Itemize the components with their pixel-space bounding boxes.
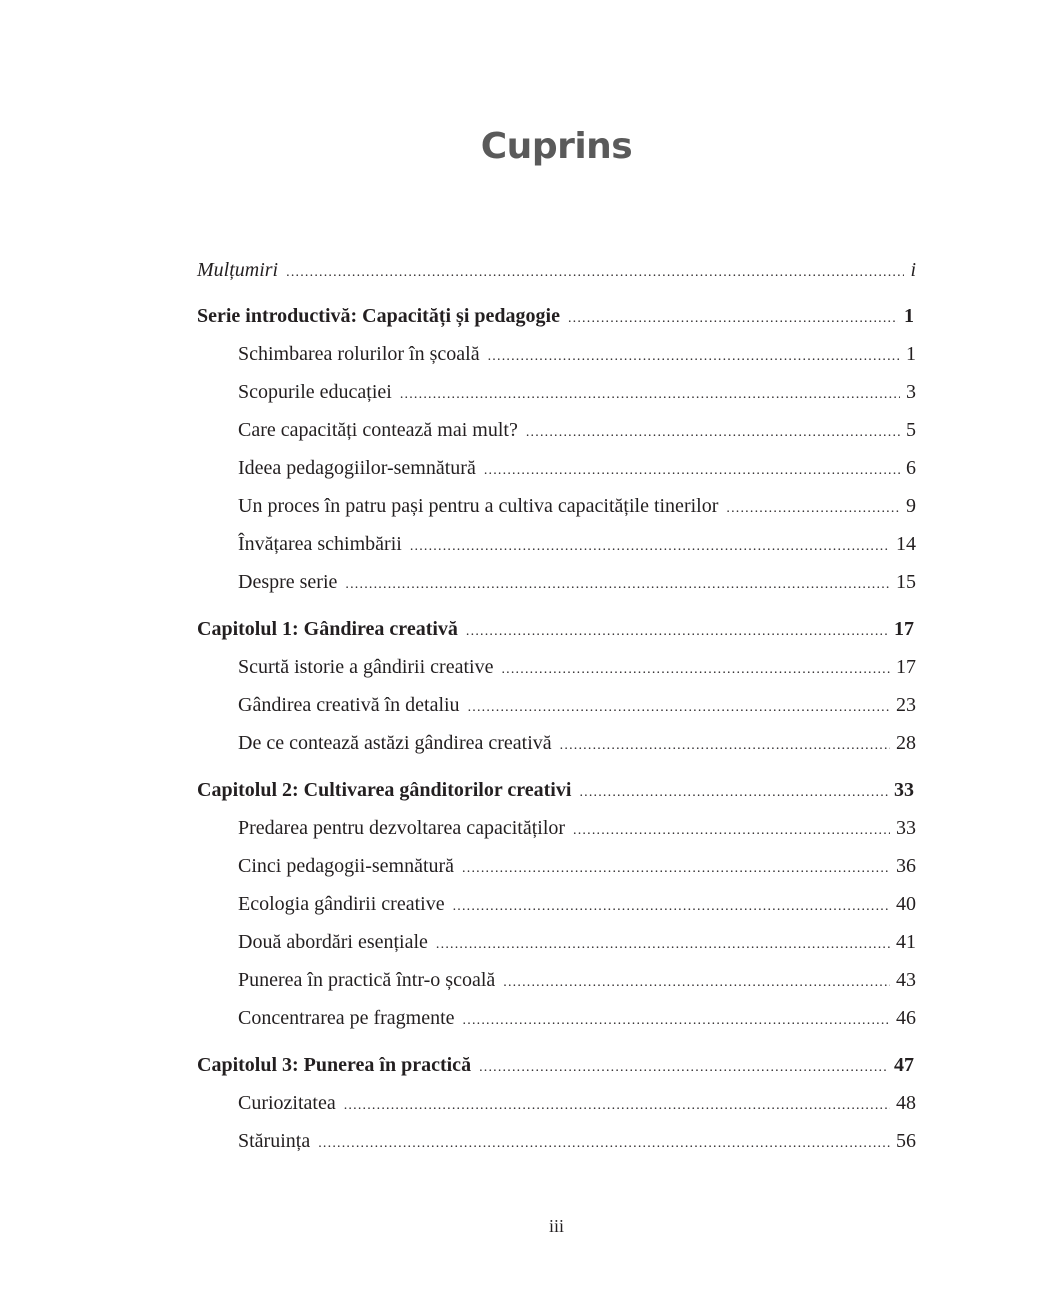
toc-section[interactable] [197,487,916,525]
dot-leader [410,528,890,566]
toc-entry-page: 43 [896,969,916,991]
dot-leader [488,338,900,376]
toc-section[interactable] [197,1122,916,1160]
dot-leader [503,964,890,1002]
toc-entry-label: Scurtă istorie a gândirii creative [238,656,494,678]
toc-chapter-1[interactable] [197,610,916,648]
dot-leader [484,452,900,490]
toc-entry-page: 17 [894,618,914,640]
toc-entry-page: 41 [896,931,916,953]
toc-section[interactable] [197,885,916,923]
toc-entry-page: i [910,259,916,281]
toc-section[interactable] [197,449,916,487]
toc-entry-label: Cinci pedagogii-semnătură [238,855,455,877]
toc-section[interactable] [197,563,916,601]
dot-leader [344,1087,890,1125]
toc-chapter-3[interactable] [197,1046,916,1084]
toc-entry-label: Punerea în practică într-o școală [238,969,496,991]
dot-leader [345,566,890,604]
toc-entry-page: 40 [896,893,916,915]
toc-entry-label: Ecologia gândirii creative [238,893,445,915]
dot-leader [468,689,890,727]
toc-section[interactable] [197,648,916,686]
toc-entry-page: 15 [896,571,916,593]
toc-entry-page: 17 [896,656,916,678]
toc-entry-page: 23 [896,694,916,716]
toc-entry-label: Curiozitatea [238,1092,336,1114]
toc-entry-label: Care capacități contează mai mult? [238,419,518,441]
toc-entry-label: Capitolul 3: Punerea în practică [197,1054,472,1076]
toc-entry-label: Un proces în patru pași pentru a cultiva capacitățile tinerilor [238,495,719,517]
toc-section[interactable] [197,809,916,847]
toc-entry-label: Concentrarea pe fragmente [238,1007,455,1029]
dot-leader [726,490,900,528]
dot-leader [436,926,890,964]
toc-entry-label: Gândirea creativă în detaliu [238,694,460,716]
dot-leader [466,613,888,651]
dot-leader [573,812,890,850]
toc-entry-label: Învățarea schimbării [238,533,402,555]
toc-section[interactable] [197,724,916,762]
toc-entry-label: Ideea pedagogiilor-semnătură [238,457,476,479]
dot-leader [479,1049,888,1087]
dot-leader [453,888,890,926]
toc-entry-page: 28 [896,732,916,754]
toc-entry-label: Serie introductivă: Capacități și pedagogie [197,305,560,327]
toc-entry-page: 36 [896,855,916,877]
page-title: Cuprins [480,126,633,167]
toc-entry-label: Stăruința [238,1130,311,1152]
dot-leader [463,1002,890,1040]
toc-entry-page: 56 [896,1130,916,1152]
toc-chapter-intro[interactable] [197,297,916,335]
dot-leader [568,300,898,338]
toc-section[interactable] [197,411,916,449]
page-number: iii [548,1216,564,1236]
toc-entry-page: 6 [906,457,916,479]
toc-entry-page: 47 [894,1054,914,1076]
dot-leader [286,255,904,291]
toc-section[interactable] [197,923,916,961]
toc-entry-label: Două abordări esențiale [238,931,428,953]
toc-entry-page: 48 [896,1092,916,1114]
toc-entry-page: 46 [896,1007,916,1029]
dot-leader [560,727,890,765]
toc-section[interactable] [197,1084,916,1122]
toc-chapter-2[interactable] [197,771,916,809]
toc-entry-label: Mulțumiri [197,259,279,281]
toc-section[interactable] [197,373,916,411]
toc-section[interactable] [197,525,916,563]
toc-entry-page: 9 [906,495,916,517]
toc-entry-label: Predarea pentru dezvoltarea capacităților [238,817,566,839]
toc-section[interactable] [197,999,916,1037]
toc-entry-page: 1 [906,343,916,365]
dot-leader [501,651,890,689]
toc-section[interactable] [197,335,916,373]
toc-entry-label: Scopurile educației [238,381,392,403]
toc-section[interactable] [197,847,916,885]
dot-leader [462,850,890,888]
dot-leader [526,414,900,452]
toc-entry-acknowledgements[interactable] [197,252,916,288]
dot-leader [400,376,900,414]
toc-entry-label: Capitolul 2: Cultivarea gânditorilor creativi [197,779,572,801]
toc-section[interactable] [197,961,916,999]
dot-leader [579,774,888,812]
toc-section[interactable] [197,686,916,724]
toc-entry-page: 5 [906,419,916,441]
toc-entry-page: 33 [894,779,914,801]
toc-entry-page: 14 [896,533,916,555]
toc-entry-page: 3 [906,381,916,403]
toc-entry-label: Schimbarea rolurilor în școală [238,343,480,365]
toc-entry-label: Despre serie [238,571,338,593]
table-of-contents [197,252,916,1160]
toc-entry-page: 33 [896,817,916,839]
toc-entry-label: De ce contează astăzi gândirea creativă [238,732,552,754]
toc-entry-label: Capitolul 1: Gândirea creativă [197,618,458,640]
toc-entry-page: 1 [904,305,914,327]
dot-leader [318,1125,890,1163]
